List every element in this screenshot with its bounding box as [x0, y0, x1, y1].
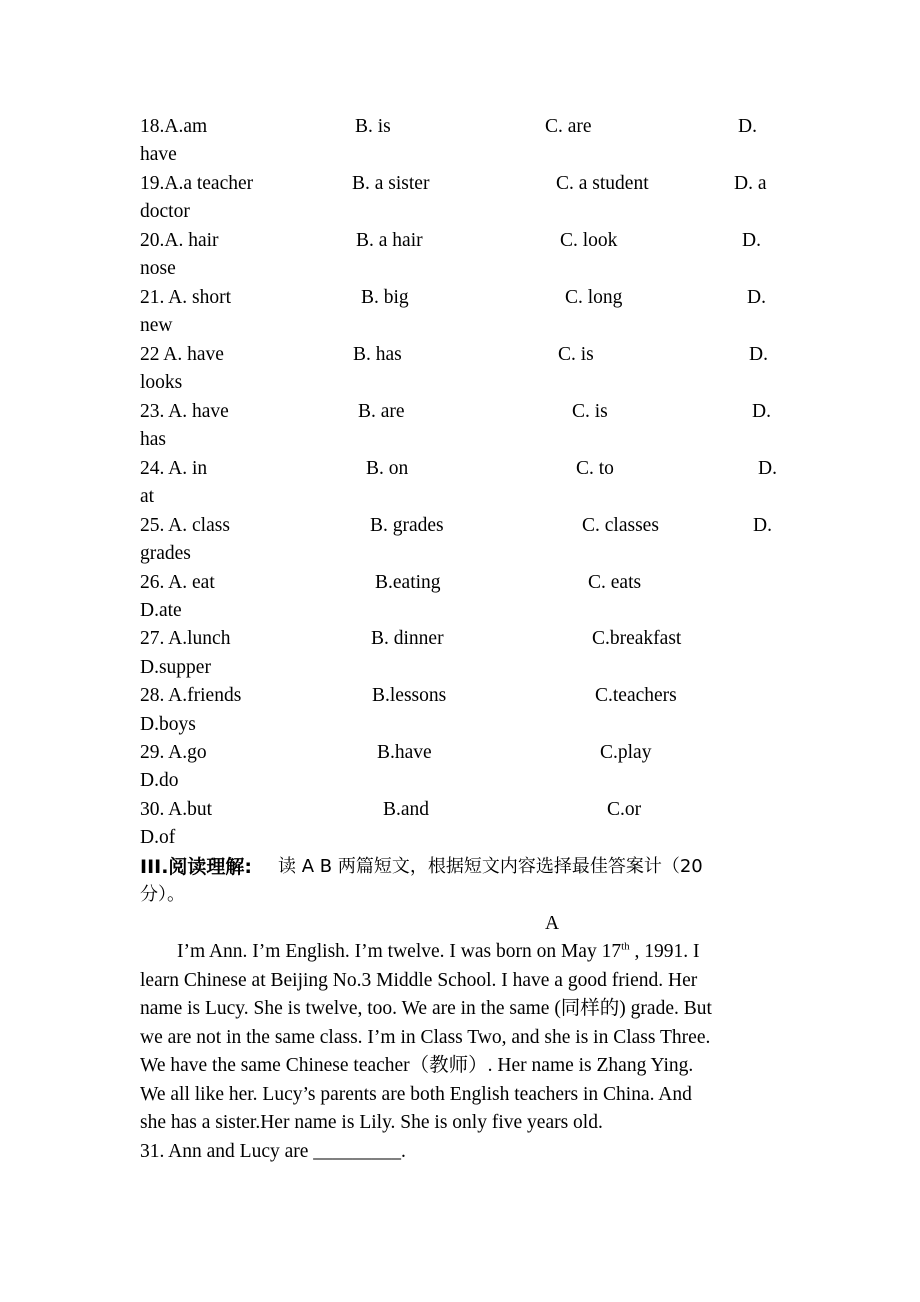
option-d-wrap: looks [140, 372, 183, 393]
option-d-wrap: D.supper [140, 657, 211, 678]
section-instruction: 读 A B 两篇短文，根据短文内容选择最佳答案计（20 [278, 856, 703, 877]
option-c: C. is [558, 344, 594, 365]
passage-line: I’m Ann. I’m English. I’m twelve. I was born on May 17th , 1991. I [177, 940, 700, 962]
option-c: C. eats [588, 572, 642, 593]
option-b: B. a sister [352, 173, 430, 194]
option-d: D. [749, 344, 768, 365]
option-d-wrap: nose [140, 258, 176, 279]
option-d-wrap: new [140, 315, 173, 336]
option-b: B.lessons [372, 685, 447, 706]
option-b: B. are [358, 401, 405, 422]
option-d: D. [747, 287, 766, 308]
option-c: C.breakfast [592, 628, 682, 649]
passage-title: A [545, 913, 560, 934]
option-c: C. are [545, 116, 592, 137]
option-c: C. is [572, 401, 608, 422]
option-d-wrap: D.ate [140, 600, 182, 621]
option-a: 19.A.a teacher [140, 173, 254, 194]
option-a: 30. A.but [140, 799, 213, 820]
option-c: C.teachers [595, 685, 677, 706]
option-b: B. is [355, 116, 391, 137]
option-c: C.or [607, 799, 642, 820]
section-instruction-cont: 分）。 [140, 884, 185, 905]
option-c: C. look [560, 230, 618, 251]
option-c: C. a student [556, 173, 649, 194]
option-a: 20.A. hair [140, 230, 219, 251]
option-b: B. dinner [371, 628, 444, 649]
passage-line: learn Chinese at Beijing No.3 Middle School. I have a good friend. Her [140, 970, 698, 991]
option-b: B.have [377, 742, 432, 763]
option-a: 22 A. have [140, 344, 224, 365]
option-d: D. [753, 515, 772, 536]
passage-line: name is Lucy. She is twelve, too. We are in the same (同样的) grade. But [140, 998, 712, 1019]
option-d-wrap: D.do [140, 770, 179, 791]
option-c: C.play [600, 742, 652, 763]
question-31: 31. Ann and Lucy are _________. [140, 1141, 406, 1162]
option-a: 24. A. in [140, 458, 208, 479]
option-b: B.and [383, 799, 430, 820]
section-label: III.阅读理解: [140, 856, 253, 878]
option-d-wrap: D.boys [140, 714, 196, 735]
option-a: 26. A. eat [140, 572, 215, 593]
option-b: B. on [366, 458, 409, 479]
option-a: 27. A.lunch [140, 628, 231, 649]
option-a: 23. A. have [140, 401, 229, 422]
passage-line: We all like her. Lucy’s parents are both English teachers in China. And [140, 1084, 692, 1105]
option-b: B. grades [370, 515, 444, 536]
option-a: 18.A.am [140, 116, 208, 137]
option-d-wrap: D.of [140, 827, 176, 848]
option-d-wrap: grades [140, 543, 191, 564]
option-d: D. [752, 401, 771, 422]
option-d: D. [758, 458, 777, 479]
passage-line: she has a sister.Her name is Lily. She is only five years old. [140, 1112, 603, 1133]
option-c: C. long [565, 287, 623, 308]
option-d-wrap: at [140, 486, 155, 507]
option-b: B. a hair [356, 230, 423, 251]
option-c: C. classes [582, 515, 659, 536]
option-a: 21. A. short [140, 287, 232, 308]
option-d: D. a [734, 173, 767, 194]
option-a: 28. A.friends [140, 685, 242, 706]
option-b: B. has [353, 344, 402, 365]
option-a: 29. A.go [140, 742, 207, 763]
option-b: B. big [361, 287, 409, 308]
option-c: C. to [576, 458, 614, 479]
option-d: D. [742, 230, 761, 251]
option-b: B.eating [375, 572, 441, 593]
passage-line: We have the same Chinese teacher（教师）. Her name is Zhang Ying. [140, 1055, 694, 1076]
option-d-wrap: doctor [140, 201, 190, 222]
option-d-wrap: has [140, 429, 166, 450]
option-a: 25. A. class [140, 515, 230, 536]
passage-line: we are not in the same class. I’m in Class Two, and she is in Class Three. [140, 1027, 711, 1048]
option-d: D. [738, 116, 757, 137]
option-d-wrap: have [140, 144, 177, 165]
